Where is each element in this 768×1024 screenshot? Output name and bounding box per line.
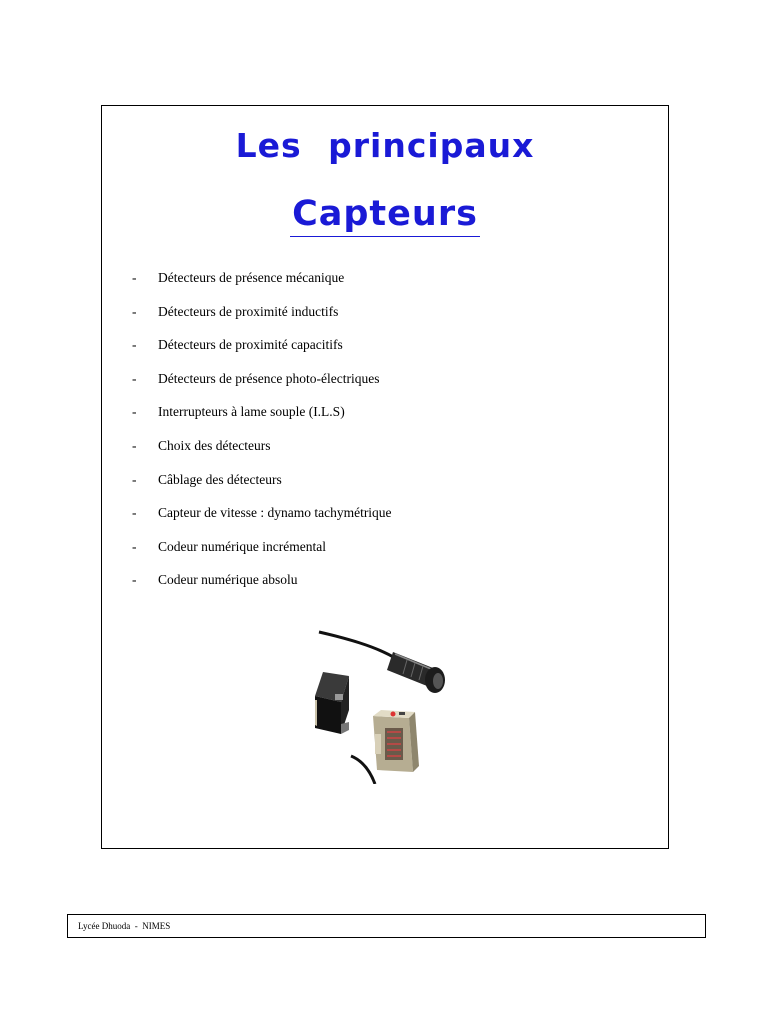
title-underlined: Capteurs <box>290 194 480 237</box>
sensor-cable-bottom <box>351 756 375 784</box>
topic-text: Câblage des détecteurs <box>158 471 282 487</box>
topic-text: Détecteurs de présence photo-électriques <box>158 370 380 386</box>
sensor-cable-top <box>319 632 395 658</box>
list-item <box>132 268 392 302</box>
bullet-dash: - <box>132 370 137 386</box>
bullet-dash: - <box>132 270 137 285</box>
bullet-dash: - <box>132 303 137 319</box>
cylindrical-sensor-icon <box>387 652 445 693</box>
title-line-2 <box>102 194 668 234</box>
topic-text: Détecteurs de présence mécanique <box>158 270 345 285</box>
topic-list <box>132 268 392 604</box>
topic-text: Codeur numérique incrémental <box>158 538 326 554</box>
bullet-dash: - <box>132 471 137 487</box>
sensors-photo <box>315 624 455 784</box>
topic-text: Capteur de vitesse : dynamo tachymétrique <box>158 505 392 521</box>
photoelectric-sensor-icon <box>373 710 419 772</box>
bullet-dash: - <box>132 437 137 453</box>
list-item <box>132 402 392 436</box>
bullet-dash: - <box>132 337 137 353</box>
topic-text: Interrupteurs à lame souple (I.L.S) <box>158 404 345 420</box>
topic-text: Détecteurs de proximité inductifs <box>158 303 339 319</box>
cover-frame <box>101 105 669 849</box>
bullet-dash: - <box>132 572 137 588</box>
bullet-dash: - <box>132 538 137 554</box>
bullet-dash: - <box>132 505 137 521</box>
page-footer: Lycée Dhuoda - NIMES <box>67 914 706 938</box>
title-line-1: Les principaux <box>235 126 535 165</box>
block-sensor-icon <box>315 672 349 734</box>
topic-text: Détecteurs de proximité capacitifs <box>158 337 343 353</box>
topic-text: Codeur numérique absolu <box>158 572 298 588</box>
list-item <box>132 470 392 504</box>
topic-text: Choix des détecteurs <box>158 437 271 453</box>
list-item <box>132 369 392 403</box>
bullet-dash: - <box>132 404 137 420</box>
list-item <box>132 570 392 604</box>
list-item <box>132 503 392 537</box>
list-item <box>132 537 392 571</box>
list-item <box>132 302 392 336</box>
list-item <box>132 335 392 369</box>
list-item <box>132 436 392 470</box>
